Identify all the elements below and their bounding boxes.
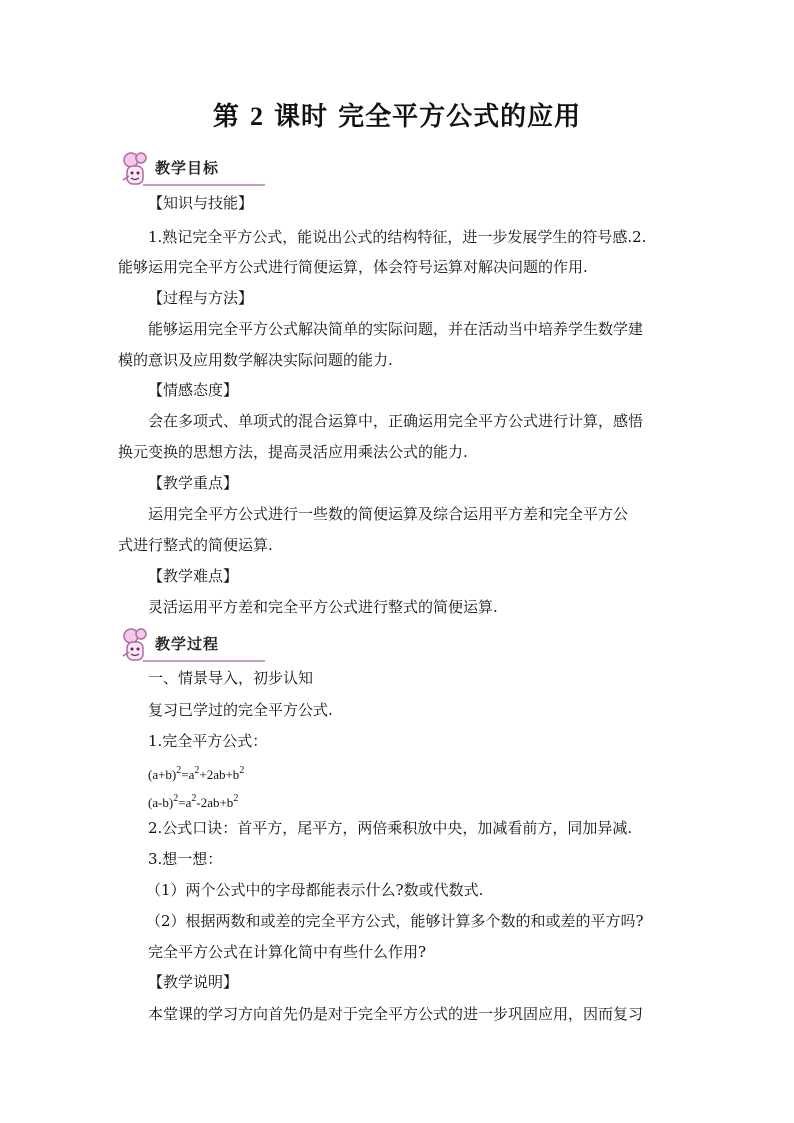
formula-1-exp-c: 2 <box>239 765 245 776</box>
formula-2-eq: =a <box>178 795 192 810</box>
knowledge-line-2: 能够运用完全平方公式进行简便运算，体会符号运算对解决问题的作用. <box>118 258 588 276</box>
section-banner-process <box>117 626 267 666</box>
formula-1-exp-a: 2 <box>176 765 182 776</box>
review-text: 复习已学过的完全平方公式. <box>148 701 333 719</box>
title-suffix: 课时 完全平方公式的应用 <box>274 102 582 132</box>
formula-2-lhs: (a-b) <box>148 795 174 810</box>
formula-2 <box>148 789 718 813</box>
item-1: 1.完全平方公式： <box>148 732 268 750</box>
formula-2-exp-a: 2 <box>173 793 179 804</box>
item-2: 2.公式口诀：首平方，尾平方，两倍乘积放中央，加减看前方，同加异减. <box>148 819 633 837</box>
process-method-line-2: 模的意识及应用数学解决实际问题的能力. <box>118 351 393 369</box>
formula-1-lhs: (a+b) <box>148 767 177 782</box>
knowledge-heading: 【知识与技能】 <box>148 194 254 212</box>
page-title <box>0 96 794 133</box>
process-method-heading: 【过程与方法】 <box>148 289 254 307</box>
question-3: 完全平方公式在计算化简中有些什么作用? <box>148 943 427 961</box>
emotion-heading: 【情感态度】 <box>148 381 239 399</box>
step-1-heading: 一、情景导入，初步认知 <box>148 669 314 687</box>
section-banner-goals <box>117 150 267 190</box>
formula-2-mid: -2ab+b <box>196 795 234 810</box>
teaching-note-line-1: 本堂课的学习方向首先仍是对于完全平方公式的进一步巩固应用，因而复习 <box>148 1005 644 1023</box>
key-point-line-1: 运用完全平方公式进行一些数的简便运算及综合运用平方差和完全平方公 <box>148 505 629 523</box>
question-2: （2）根据两数和或差的完全平方公式，能够计算多个数的和或差的平方吗? <box>146 912 644 930</box>
formula-2-exp-b: 2 <box>191 793 197 804</box>
key-point-heading: 【教学重点】 <box>148 474 239 492</box>
formula-1-eq: =a <box>181 767 195 782</box>
section-label-process: 教学过程 <box>155 635 220 653</box>
difficult-point-line-1: 灵活运用平方差和完全平方公式进行整式的简便运算. <box>148 598 498 616</box>
teaching-note-heading: 【教学说明】 <box>148 973 239 991</box>
formula-2-exp-c: 2 <box>233 793 239 804</box>
title-prefix: 第 <box>212 102 240 132</box>
key-point-line-2: 式进行整式的简便运算. <box>118 536 273 554</box>
question-1: （1）两个公式中的字母都能表示什么?数或代数式. <box>146 881 484 899</box>
title-number: 2 <box>249 102 264 131</box>
item-3: 3.想一想： <box>148 850 223 868</box>
process-method-line-1: 能够运用完全平方公式解决简单的实际问题，并在活动当中培养学生数学建 <box>148 320 644 338</box>
section-label-goals: 教学目标 <box>155 159 220 177</box>
emotion-line-2: 换元变换的思想方法，提高灵活应用乘法公式的能力. <box>118 443 468 461</box>
formula-1-exp-b: 2 <box>194 765 200 776</box>
difficult-point-heading: 【教学难点】 <box>148 567 239 585</box>
formula-1 <box>148 761 718 785</box>
emotion-line-1: 会在多项式、单项式的混合运算中，正确运用完全平方公式进行计算，感悟 <box>148 412 644 430</box>
knowledge-line-1: 1.熟记完全平方公式，能说出公式的结构特征，进一步发展学生的符号感.2. <box>148 228 647 246</box>
formula-1-mid: +2ab+b <box>199 767 240 782</box>
